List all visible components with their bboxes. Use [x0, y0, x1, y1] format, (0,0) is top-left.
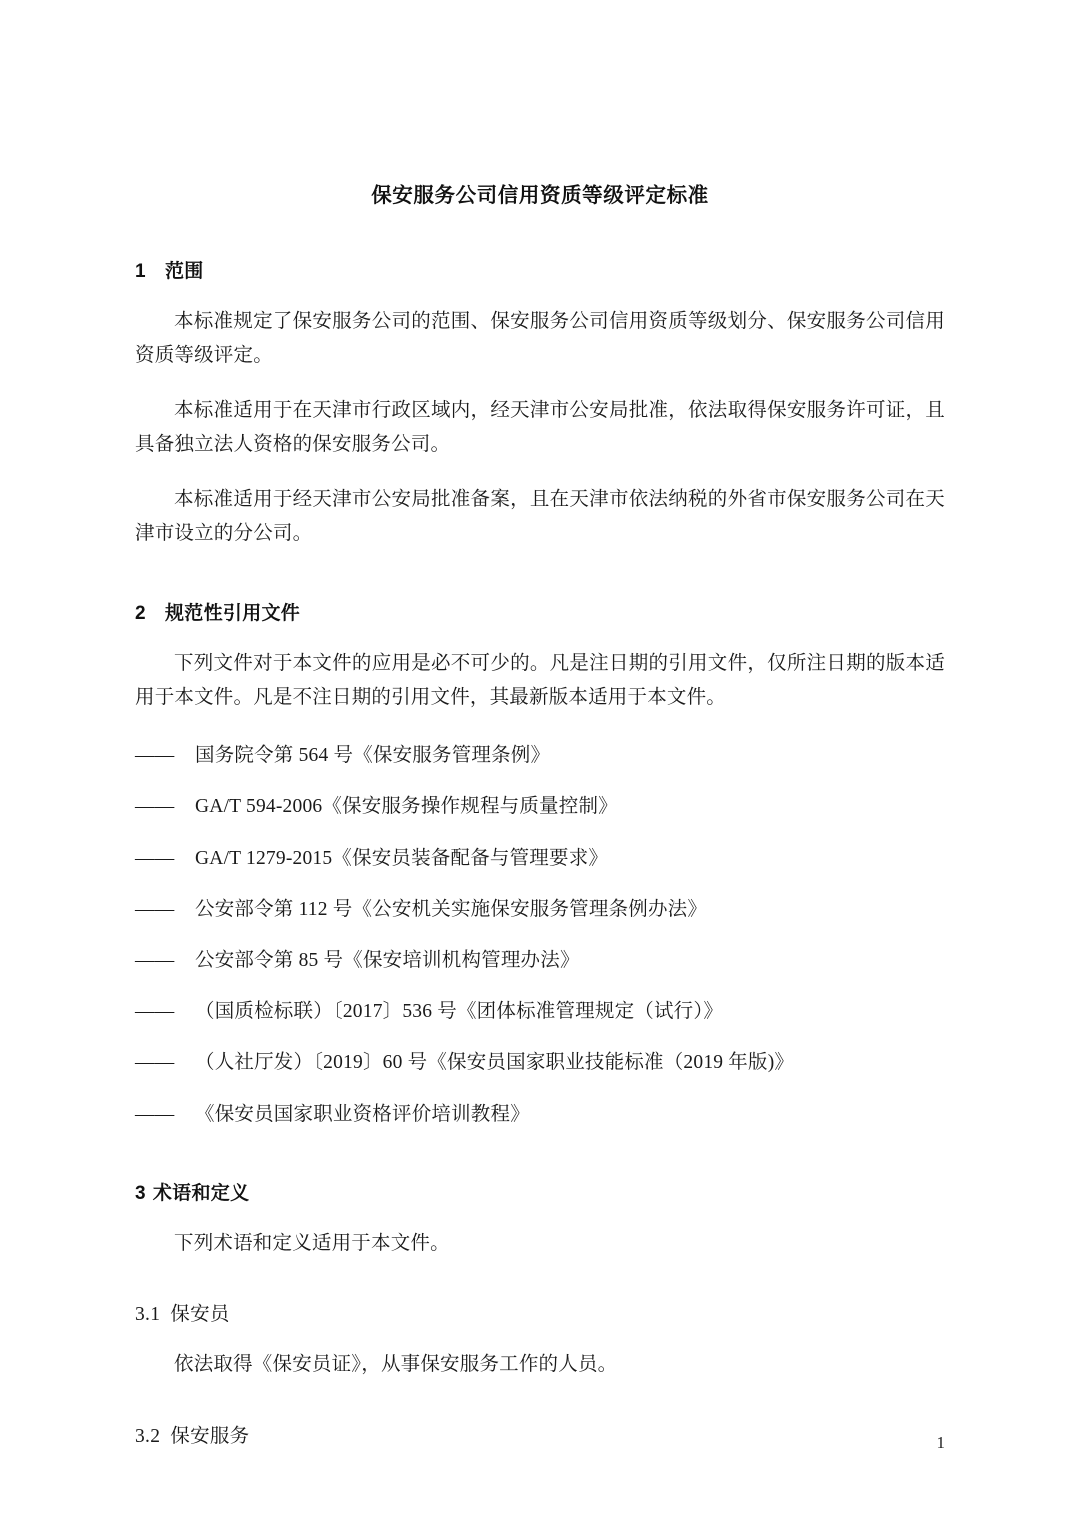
- reference-text: 公安部令第 112 号《公安机关实施保安服务管理条例办法》: [195, 898, 708, 920]
- list-item: [135, 791, 945, 822]
- reference-text: （国质检标联）〔2017〕536 号《团体标准管理规定（试行）》: [195, 1001, 724, 1023]
- reference-list: [135, 740, 945, 1130]
- list-item: [135, 996, 945, 1027]
- page-number: 1: [936, 1433, 945, 1452]
- list-item: [135, 843, 945, 874]
- subsection-number-3-2: 3.2: [135, 1425, 161, 1447]
- section-heading-1: [135, 256, 945, 283]
- section-title-2: 规范性引用文件: [165, 603, 301, 625]
- dash-marker: ——: [135, 898, 175, 920]
- reference-text: 国务院令第 564 号《保安服务管理条例》: [195, 745, 551, 767]
- section-heading-3: [135, 1178, 945, 1205]
- section-heading-2: [135, 598, 945, 625]
- subsection-number-3-1: 3.1: [135, 1304, 161, 1326]
- reference-text: 《保安员国家职业资格评价培训教程》: [195, 1103, 530, 1125]
- section-number-3: 3: [135, 1182, 146, 1204]
- dash-marker: ——: [135, 1001, 175, 1023]
- paragraph: 本标准适用于在天津市行政区域内，经天津市公安局批准，依法取得保安服务许可证，且具备独立法人资格的保安服务公司。: [135, 400, 945, 455]
- list-item: [135, 945, 945, 976]
- dash-marker: ——: [135, 1103, 175, 1125]
- section-number-1: 1: [135, 261, 146, 282]
- reference-text: 公安部令第 85 号《保安培训机构管理办法》: [195, 950, 580, 971]
- dash-marker: ——: [135, 1052, 175, 1074]
- subsection-heading-3-1: [135, 1298, 945, 1326]
- dash-marker: ——: [135, 847, 175, 869]
- list-item: [135, 740, 945, 771]
- section-title-1: 范围: [165, 261, 204, 282]
- list-item: [135, 1047, 945, 1078]
- subsection-title-3-1: 保安员: [170, 1304, 230, 1326]
- subsection-title-3-2: 保安服务: [170, 1425, 250, 1447]
- reference-text: GA/T 594-2006《保安服务操作规程与质量控制》: [195, 796, 618, 818]
- list-item: [135, 894, 945, 925]
- paragraph: 本标准适用于经天津市公安局批准备案，且在天津市依法纳税的外省市保安服务公司在天津市设立的分公司。: [135, 489, 945, 544]
- reference-text: GA/T 1279-2015《保安员装备配备与管理要求》: [195, 847, 609, 869]
- reference-text: （人社厅发）〔2019〕60 号《保安员国家职业技能标准（2019 年版)》: [195, 1052, 795, 1074]
- page-title: 保安服务公司信用资质等级评定标准: [371, 184, 709, 207]
- subsection-heading-3-2: [135, 1420, 945, 1448]
- paragraph: 依法取得《保安员证》，从事保安服务工作的人员。: [174, 1354, 618, 1376]
- list-item: [135, 1099, 945, 1130]
- dash-marker: ——: [135, 796, 175, 818]
- section-title-3: 术语和定义: [152, 1182, 250, 1204]
- dash-marker: ——: [135, 950, 175, 971]
- paragraph: 本标准规定了保安服务公司的范围、保安服务公司信用资质等级划分、保安服务公司信用资质等级评定。: [135, 311, 945, 366]
- section-number-2: 2: [135, 603, 146, 625]
- paragraph: 下列术语和定义适用于本文件。: [174, 1232, 450, 1254]
- dash-marker: ——: [135, 745, 175, 767]
- paragraph: 下列文件对于本文件的应用是必不可少的。凡是注日期的引用文件，仅所注日期的版本适用于本文件。凡是不注日期的引用文件，其最新版本适用于本文件。: [135, 653, 945, 708]
